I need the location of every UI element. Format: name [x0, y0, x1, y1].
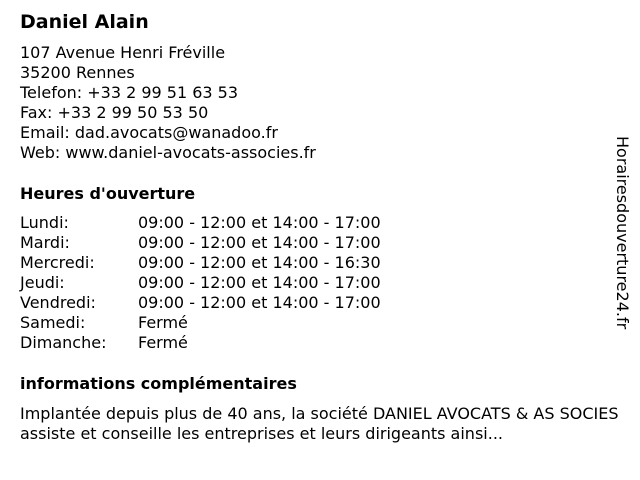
- hours-day: Mardi:: [20, 233, 70, 252]
- address-street: 107 Avenue Henri Fréville: [20, 43, 226, 62]
- contact-block: [20, 43, 316, 163]
- hours-time: Fermé: [138, 313, 188, 332]
- hours-time: 09:00 - 12:00 et 14:00 - 16:30: [138, 253, 381, 272]
- hours-row-monday: [20, 213, 381, 233]
- fax-number: Fax: +33 2 99 50 53 50: [20, 103, 209, 122]
- hours-day: Mercredi:: [20, 253, 95, 272]
- hours-row-sunday: [20, 333, 381, 353]
- site-watermark: [612, 136, 632, 342]
- hours-day: Dimanche:: [20, 333, 107, 352]
- hours-day: Lundi:: [20, 213, 69, 232]
- email-address: Email: dad.avocats@wanadoo.fr: [20, 123, 278, 142]
- additional-info-heading: informations complémentaires: [20, 374, 297, 393]
- hours-time: 09:00 - 12:00 et 14:00 - 17:00: [138, 293, 381, 312]
- website-url: Web: www.daniel-avocats-associes.fr: [20, 143, 316, 162]
- hours-time: 09:00 - 12:00 et 14:00 - 17:00: [138, 233, 381, 252]
- hours-row-thursday: [20, 273, 381, 293]
- business-name: Daniel Alain: [20, 11, 149, 33]
- hours-time: 09:00 - 12:00 et 14:00 - 17:00: [138, 213, 381, 232]
- hours-row-friday: [20, 293, 381, 313]
- hours-day: Jeudi:: [20, 273, 65, 292]
- watermark-text: Horairesdouverture24.fr: [613, 136, 632, 330]
- hours-row-wednesday: [20, 253, 381, 273]
- hours-day: Samedi:: [20, 313, 86, 332]
- opening-hours-heading: Heures d'ouverture: [20, 184, 196, 203]
- hours-row-saturday: [20, 313, 381, 333]
- hours-row-tuesday: [20, 233, 381, 253]
- hours-time: Fermé: [138, 333, 188, 352]
- hours-day: Vendredi:: [20, 293, 96, 312]
- phone-number: Telefon: +33 2 99 51 63 53: [20, 83, 239, 102]
- address-city: 35200 Rennes: [20, 63, 135, 82]
- hours-time: 09:00 - 12:00 et 14:00 - 17:00: [138, 273, 381, 292]
- opening-hours-table: [20, 213, 381, 353]
- additional-info-text: Implantée depuis plus de 40 ans, la société DANIEL AVOCATS & AS SOCIES assiste et conseille les entreprises et leurs dirigeants ainsi...: [20, 404, 619, 443]
